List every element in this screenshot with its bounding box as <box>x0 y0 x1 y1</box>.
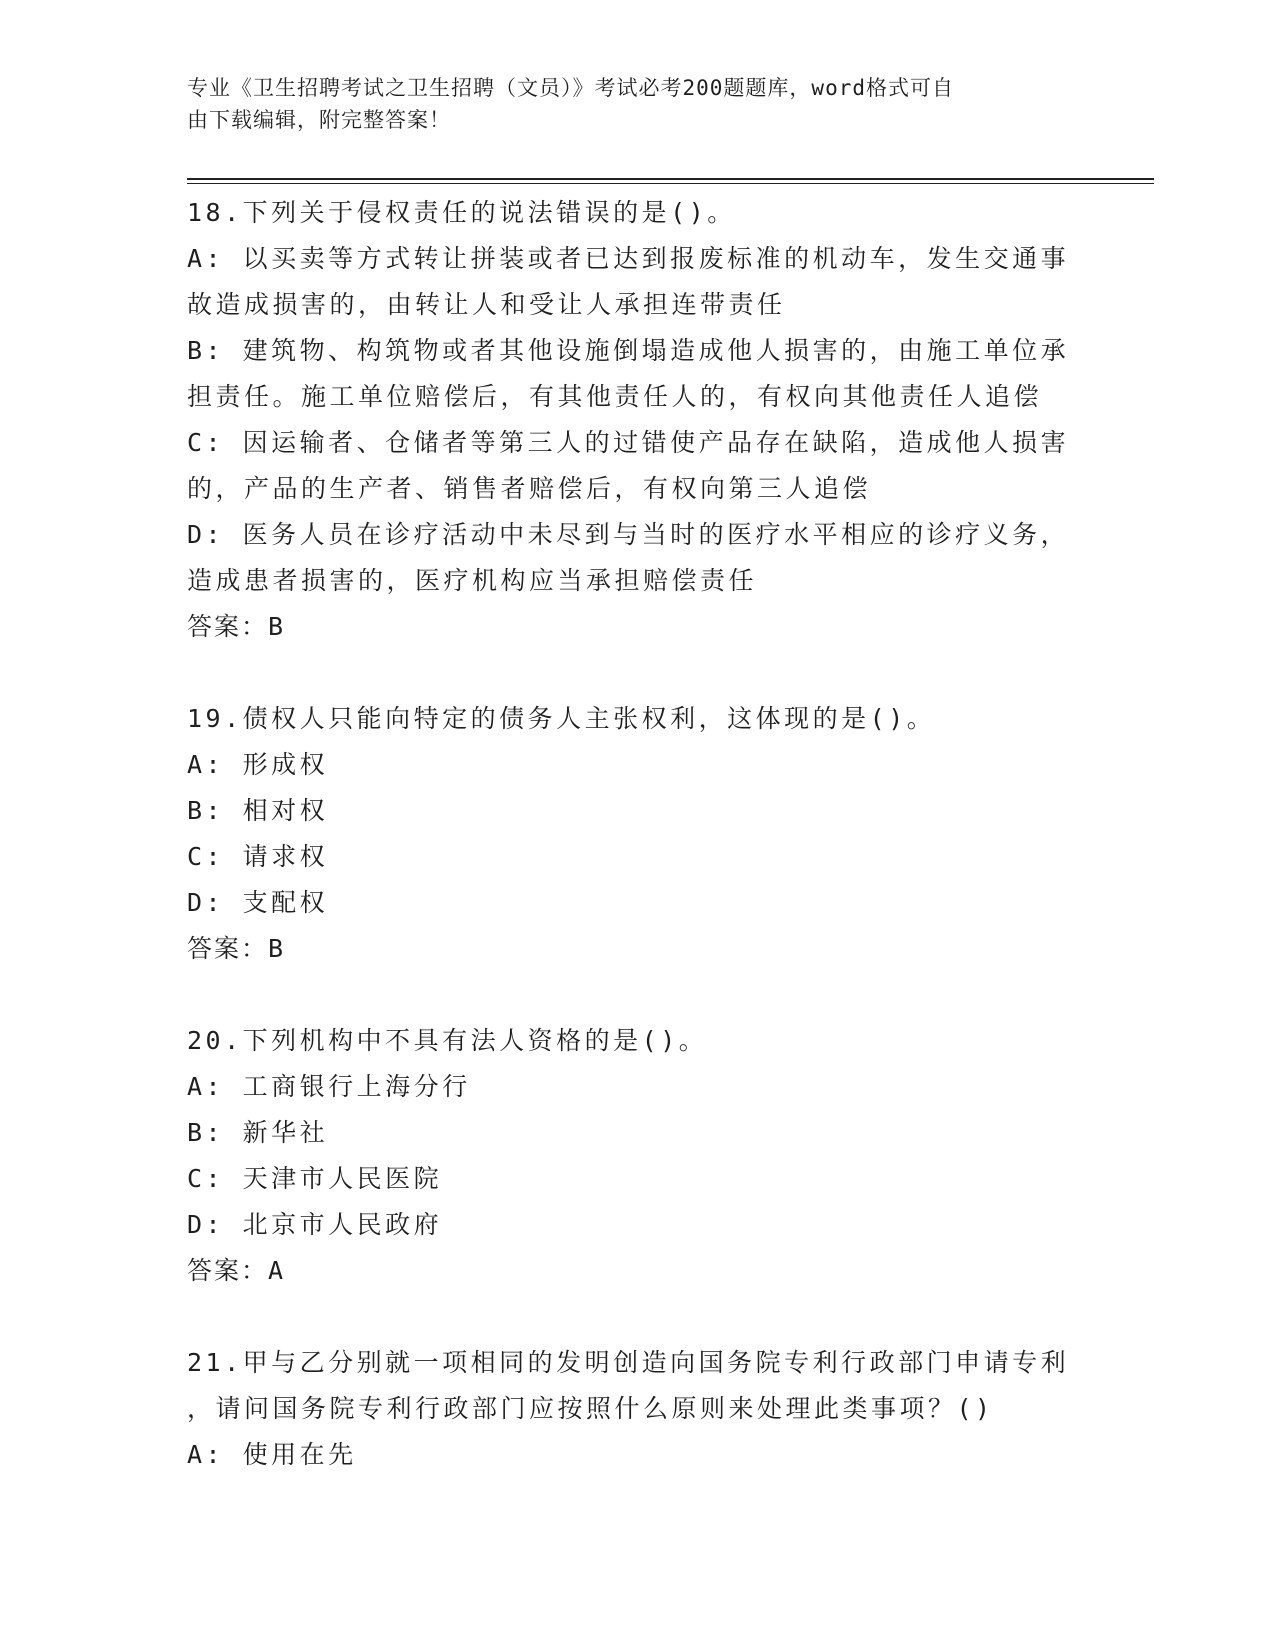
answer-option: A: 形成权 <box>187 750 329 779</box>
answer-option: B: 建筑物、构筑物或者其他设施倒塌造成他人损害的，由施工单位承 <box>187 336 1070 365</box>
answer-option: A: 使用在先 <box>187 1440 357 1469</box>
answer-option: C: 请求权 <box>187 842 329 871</box>
question-stem: 18.下列关于侵权责任的说法错误的是()。 <box>187 198 736 227</box>
answer-option: 故造成损害的，由转让人和受让人承担连带责任 <box>187 290 786 319</box>
answer-option: 的，产品的生产者、销售者赔偿后，有权向第三人追偿 <box>187 474 872 503</box>
answer-option: A: 以买卖等方式转让拼装或者已达到报废标准的机动车，发生交通事 <box>187 244 1070 273</box>
header-intro-line-1: 专业《卫生招聘考试之卫生招聘（文员）》考试必考200题题库，word格式可自 <box>187 76 954 100</box>
answer-key: 答案：B <box>187 934 286 963</box>
document-header <box>187 72 1067 136</box>
answer-option: D: 医务人员在诊疗活动中未尽到与当时的医疗水平相应的诊疗义务， <box>187 520 1070 549</box>
question-stem: ，请问国务院专利行政部门应按照什么原则来处理此类事项？() <box>187 1394 994 1423</box>
answer-option: B: 新华社 <box>187 1118 329 1147</box>
answer-option: 担责任。施工单位赔偿后，有其他责任人的，有权向其他责任人追偿 <box>187 382 1043 411</box>
question-block <box>187 1018 1087 1294</box>
answer-option: B: 相对权 <box>187 796 329 825</box>
answer-option: C: 天津市人民医院 <box>187 1164 443 1193</box>
question-spacer <box>187 972 1087 1018</box>
answer-option: D: 支配权 <box>187 888 329 917</box>
answer-key: 答案：A <box>187 1256 286 1285</box>
answer-option: C: 因运输者、仓储者等第三人的过错使产品存在缺陷，造成他人损害 <box>187 428 1070 457</box>
question-stem: 19.债权人只能向特定的债务人主张权利，这体现的是()。 <box>187 704 936 733</box>
question-spacer <box>187 650 1087 696</box>
answer-option: D: 北京市人民政府 <box>187 1210 443 1239</box>
question-block <box>187 696 1087 972</box>
question-stem: 21.甲与乙分别就一项相同的发明创造向国务院专利行政部门申请专利 <box>187 1348 1070 1377</box>
answer-key: 答案：B <box>187 612 286 641</box>
question-block <box>187 1340 1087 1478</box>
question-stem: 20.下列机构中不具有法人资格的是()。 <box>187 1026 708 1055</box>
answer-option: A: 工商银行上海分行 <box>187 1072 471 1101</box>
question-spacer <box>187 1294 1087 1340</box>
question-block <box>187 190 1087 650</box>
question-list <box>187 190 1087 1478</box>
header-divider-thick <box>187 178 1154 180</box>
header-intro-line-2: 由下载编辑，附完整答案！ <box>187 108 451 132</box>
answer-option: 造成患者损害的，医疗机构应当承担赔偿责任 <box>187 566 758 595</box>
header-divider-thin <box>187 183 1154 184</box>
